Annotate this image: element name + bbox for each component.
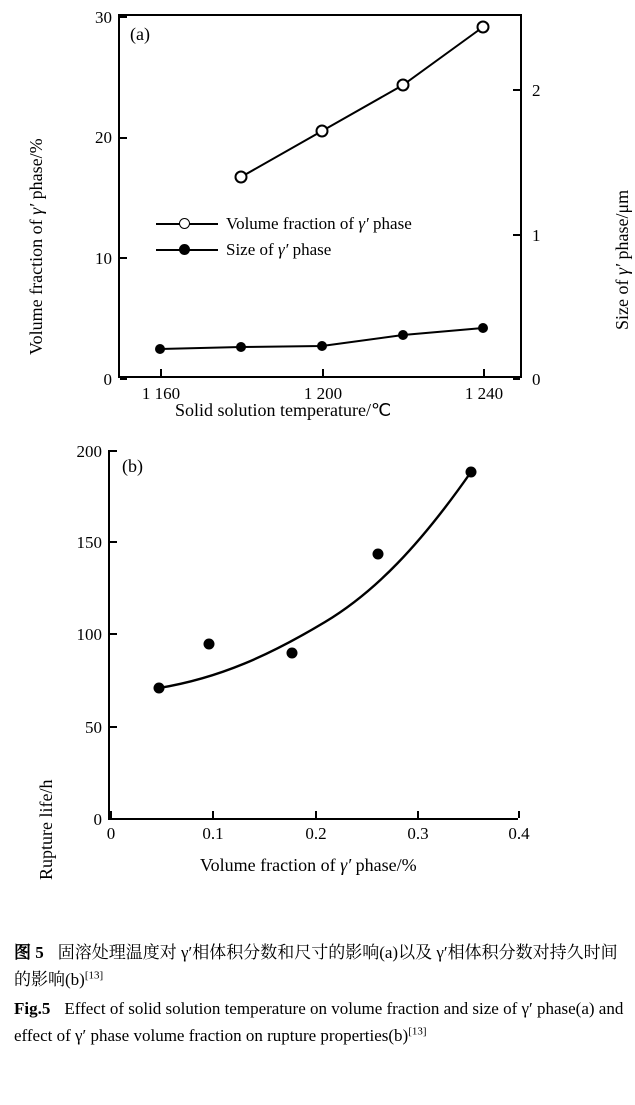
- panel-a-y2ticklabel: 1: [532, 226, 541, 245]
- caption-en-text: Effect of solid solution temperature on volume fraction and size of γ′ phase(a) and effect of γ′ phase volume fraction on rupture properties(b): [14, 998, 624, 1045]
- panel-a-series-layer: [120, 16, 524, 380]
- panel-b-yticklabel: 150: [76, 533, 102, 552]
- panel-b-series-layer: [110, 450, 520, 820]
- panel-b-xticklabel: 0: [106, 824, 116, 843]
- panel-a-volume-fraction-point: [398, 80, 409, 91]
- panel-a-y2label: Size of γ′ phase/μm: [612, 189, 632, 330]
- panel-a-plot-area: [95, 8, 541, 403]
- panel-b-data-point: [373, 549, 384, 560]
- panel-a-size-point: [478, 323, 488, 333]
- panel-a-yticklabel: 30: [95, 8, 112, 27]
- chart-panel-a: [0, 0, 635, 430]
- panel-b-yticklabel: 0: [93, 810, 102, 829]
- panel-b-yticklabel: 200: [76, 442, 102, 461]
- legend-label: Size of γ′ phase: [226, 240, 332, 259]
- legend-item: [156, 237, 412, 263]
- panel-a-size-point: [317, 341, 327, 351]
- panel-b-xticklabel: 0.3: [407, 824, 429, 843]
- panel-a-volume-fraction-point: [478, 22, 489, 33]
- panel-a-size-point: [398, 330, 408, 340]
- panel-a-volume-fraction-line: [241, 27, 483, 177]
- panel-a-y2ticklabel: 2: [532, 81, 541, 100]
- caption-en-label: Fig.5: [14, 998, 51, 1018]
- caption-en-line: [14, 996, 624, 1050]
- panel-a-yticklabel: 20: [95, 128, 112, 147]
- panel-b-yticklabel: 50: [85, 718, 102, 737]
- panel-b-data-point: [154, 683, 165, 694]
- panel-b-ylabel: Rupture life/h: [36, 779, 56, 880]
- panel-b-trend-curve: [159, 472, 471, 688]
- filled-circle-marker-icon: [156, 243, 218, 257]
- open-circle-marker-icon: [156, 217, 218, 231]
- panel-a-legend: [156, 211, 412, 263]
- panel-a-volume-fraction-point: [236, 172, 247, 183]
- panel-a-yticklabel: 0: [103, 370, 112, 389]
- caption-cn-text: 固溶处理温度对 γ′相体积分数和尺寸的影响(a)以及 γ′相体积分数对持久时间的影响(b): [14, 943, 618, 989]
- panel-a-xticklabel: 1 200: [303, 384, 343, 403]
- panel-b-data-point: [466, 467, 477, 478]
- caption-cn-label: 图 5: [14, 943, 44, 962]
- panel-a-size-point: [155, 344, 165, 354]
- panel-a-size-point: [236, 342, 246, 352]
- caption-cn-line: [14, 940, 624, 994]
- panel-b-xticklabel: 0.4: [508, 824, 530, 843]
- panel-b-data-point: [287, 648, 298, 659]
- panel-a-volume-fraction-point: [317, 126, 328, 137]
- panel-b-label: (b): [122, 456, 143, 476]
- panel-a-ylabel: Volume fraction of γ′ phase/%: [26, 138, 46, 355]
- caption-en-ref: [13]: [408, 1024, 427, 1037]
- panel-b-yticklabel: 100: [76, 625, 102, 644]
- panel-a-xlabel: Solid solution temperature/℃: [175, 400, 392, 420]
- legend-item: [156, 211, 412, 237]
- panel-a-label: (a): [130, 24, 150, 44]
- panel-a-xticklabel: 1 160: [141, 384, 181, 403]
- panel-a-yticklabel: 10: [95, 249, 112, 268]
- panel-b-xticklabel: 0.1: [202, 824, 224, 843]
- legend-label: Volume fraction of γ′ phase: [226, 214, 412, 233]
- panel-b-plot-area: [76, 442, 530, 843]
- caption-cn-ref: [13]: [84, 969, 104, 982]
- panel-a-xticklabel: 1 240: [464, 384, 504, 403]
- panel-b-xticklabel: 0.2: [305, 824, 327, 843]
- panel-a-y2ticklabel: 0: [532, 370, 541, 389]
- panel-b-xlabel: Volume fraction of γ′ phase/%: [200, 855, 417, 875]
- figure-caption: [14, 940, 624, 1051]
- panel-b-data-point: [204, 639, 215, 650]
- chart-panel-b: [0, 440, 635, 920]
